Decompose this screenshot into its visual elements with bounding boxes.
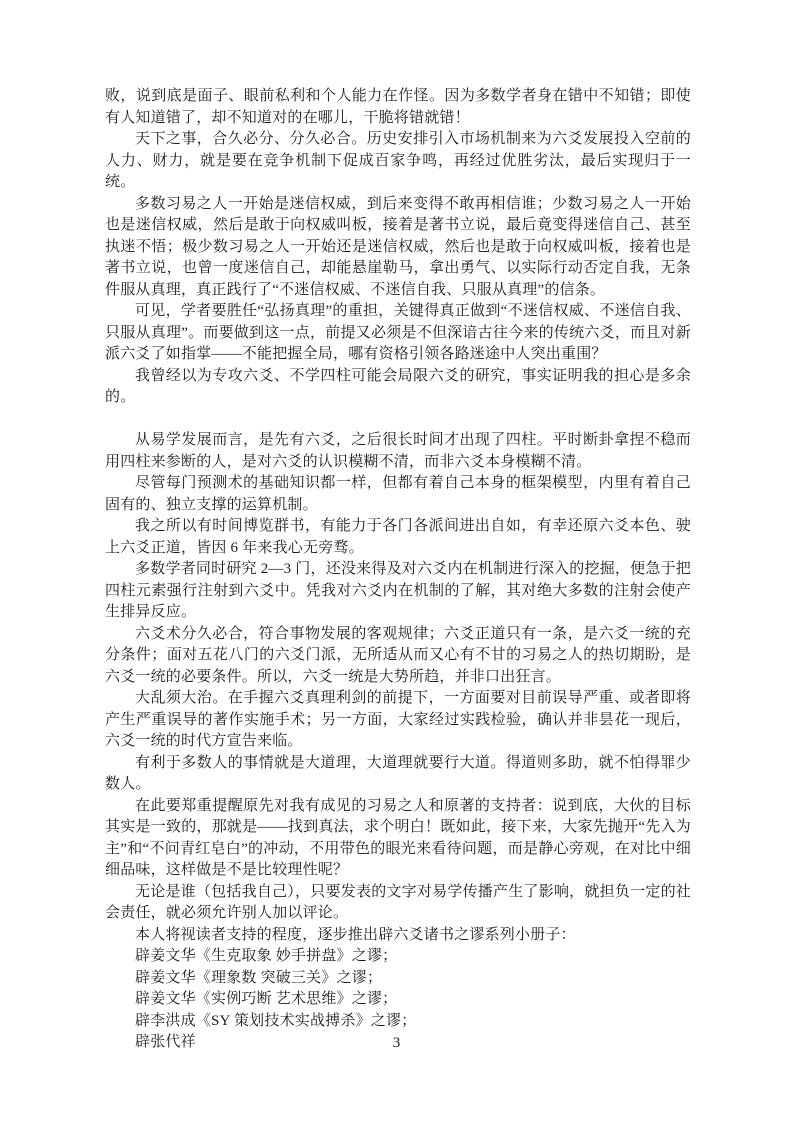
paragraph: 在此要郑重提醒原先对我有成见的习易之人和原著的支持者：说到底，大伙的目标其实是一致的，那就是——找到真法，求个明白！既如此，接下来，大家先抛开“先入为主”和“不问青红皂白”的冲动，不用带色的眼光来看待问题，而是静心旁观，在对比中细细品味，这样做是不是比较理性呢？ xyxy=(105,797,691,878)
paragraph: 本人将视读者支持的程度，逐步推出辟六爻诸书之谬系列小册子： xyxy=(135,926,576,943)
paragraph: 多数习易之人一开始是迷信权威，到后来变得不敢再相信谁；少数习易之人一开始也是迷信权威，然后是敢于向权威叫板，接着是著书立说，最后竟变得迷信自己、甚至执迷不悟；极少数习易之人一开始还是迷信权威，然后也是敢于向权威叫板，接着也是著书立说，也曾一度迷信自己，却能悬崖勒马，拿出勇气、以实际行动否定自我，无条件服从真理，真正践行了“不迷信权威、不迷信自我、只服从真理”的信条。 xyxy=(105,195,691,298)
paragraph: 大乱须大治。在手握六爻真理利剑的前提下，一方面要对目前误导严重、或者即将产生严重误导的著作实施手术；另一方面，大家经过实践检验，确认并非昙花一现后，六爻一统的时代方宣告来临。 xyxy=(105,690,691,749)
paragraph: 辟姜文华《生克取象 妙手拼盘》之谬； xyxy=(135,948,398,964)
paragraph: 从易学发展而言，是先有六爻，之后很长时间才出现了四柱。平时断卦拿捏不稳而用四柱来参断的人，是对六爻的认识模糊不清，而非六爻本身模糊不清。 xyxy=(105,432,691,470)
paragraph: 我曾经以为专攻六爻、不学四柱可能会局限六爻的研究，事实证明我的担心是多余的。 xyxy=(105,367,691,405)
paragraph: 无论是谁（包括我自己），只要发表的文字对易学传播产生了影响，就担负一定的社会责任，就必须允许别人加以评论。 xyxy=(105,883,691,921)
paragraph: 尽管每门预测术的基础知识都一样，但都有着自己本身的框架模型，内里有着自己固有的、独立支撑的运算机制。 xyxy=(105,475,691,513)
paragraph: 有利于多数人的事情就是大道理，大道理就要行大道。得道则多助，就不怕得罪少数人。 xyxy=(105,754,691,792)
page-content xyxy=(105,86,691,1054)
paragraph: 败，说到底是面子、眼前私利和个人能力在作怪。因为多数学者身在错中不知错；即使有人知道错了，却不知道对的在哪儿，干脆将错就错！ xyxy=(105,88,691,126)
page-number: 3 xyxy=(392,1035,401,1051)
paragraph: 天下之事，合久必分、分久必合。历史安排引入市场机制来为六爻发展投入空前的人力、财力，就是要在竞争机制下促成百家争鸣，再经过优胜劣汰，最后实现归于一统。 xyxy=(105,131,691,190)
paragraph: 多数学者同时研究 2—3 门，还没来得及对六爻内在机制进行深入的挖掘，便急于把四柱元素强行注射到六爻中。凭我对六爻内在机制的了解，其对绝大多数的注射会使产生排异反应。 xyxy=(105,561,691,620)
paragraph: 辟姜文华《实例巧断 艺术思维》之谬； xyxy=(135,991,398,1007)
paragraph: 我之所以有时间博览群书，有能力于各门各派间进出自如，有幸还原六爻本色、驶上六爻正道，皆因 6 年来我心无旁骛。 xyxy=(105,518,691,556)
paragraph: 辟姜文华《理象数 突破三关》之谬； xyxy=(135,969,383,986)
paragraph: 六爻术分久必合，符合事物发展的客观规律；六爻正道只有一条，是六爻一统的充分条件；面对五花八门的六爻门派，无所适从而又心有不甘的习易之人的热切期盼，是六爻一统的必要条件。所以，六爻一统是大势所趋，并非口出狂言。 xyxy=(105,625,691,685)
paragraph: 可见，学者要胜任“弘扬真理”的重担，关键得真正做到“不迷信权威、不迷信自我、只服从真理”。而要做到这一点，前提又必须是不但深谙古往今来的传统六爻，而且对新派六爻了如指掌——不能把握全局，哪有资格引领各路迷途中人突出重围？ xyxy=(105,303,691,362)
paragraph: 辟李洪成《SY 策划技术实战搏杀》之谬； xyxy=(135,1012,417,1029)
paragraph: 辟张代祥 xyxy=(135,1034,196,1050)
